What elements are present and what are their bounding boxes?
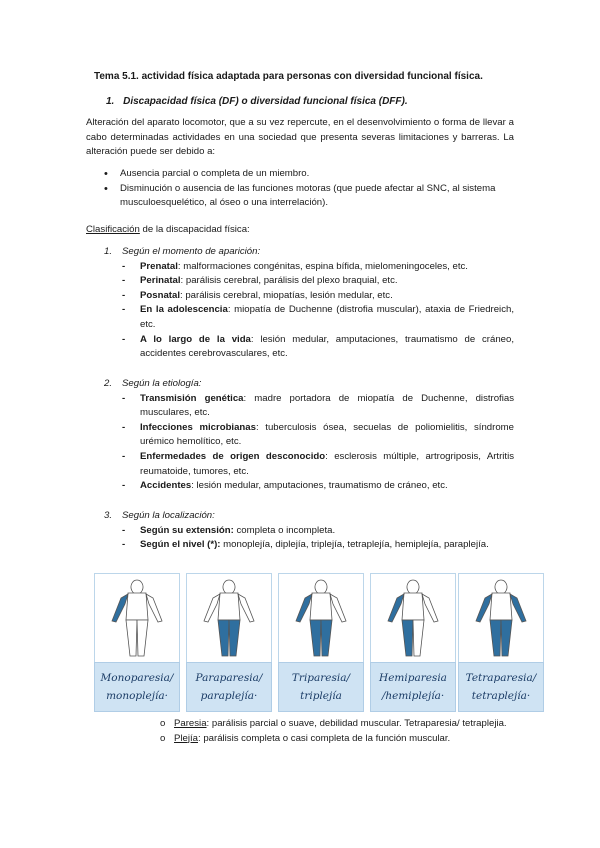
item-term: Según su extensión: (140, 524, 234, 536)
definition-text: : parálisis parcial o suave, debilidad muscular. Tetraparesia/ tetraplejia. (206, 718, 507, 729)
body-part-lleg (501, 620, 512, 656)
item-text: : lesión medular, amputaciones, traumatismo de cráneo, etc. (191, 480, 448, 492)
body-diagram-paraplegia (187, 574, 271, 662)
list-item: - Según el nivel (*): monoplejía, diplejía, triplejía, tetraplejía, hemiplejía, paraplejía. (122, 539, 489, 551)
classification-section-2 (104, 377, 514, 494)
item-text: : esclerosis múltiple, artrogriposis, Artritis reumatoide, tumores, etc. (140, 450, 514, 477)
body-part-rleg (490, 620, 501, 656)
body-part-torso (310, 593, 332, 620)
figure-panel-monoplegia (94, 573, 180, 663)
item-text: : parálisis cerebral, parálisis del plexo braquial, etc. (180, 275, 398, 287)
body-part-rarm (204, 594, 220, 622)
item-term: Transmisión genética (140, 392, 244, 404)
item-term: A lo largo de la vida (140, 333, 251, 345)
section-heading (104, 509, 514, 524)
body-diagram-monoplegia (95, 574, 179, 662)
section-heading-number: 1. (106, 96, 115, 107)
figure-label-triplegia (278, 662, 364, 712)
item-term: Accidentes (140, 480, 192, 492)
body-part-torso (490, 593, 512, 620)
figure-label-paraplegia (186, 662, 272, 712)
section-heading-text: Discapacidad física (DF) o diversidad funcional física (DFF). (123, 96, 408, 107)
label-line: triplejía (300, 690, 342, 702)
body-part-larm (146, 594, 162, 622)
list-item: - Posnatal: parálisis cerebral, miopatías, lesión medular, etc. (122, 289, 393, 301)
label-line: tetraplejía· (471, 690, 531, 702)
definition-item (160, 732, 516, 747)
body-part-rarm (388, 594, 404, 622)
figure-panel-triplegia (278, 573, 364, 663)
body-part-rarm (296, 594, 312, 622)
label-line: paraplejía· (200, 690, 258, 702)
body-part-head (407, 580, 419, 594)
body-part-larm (238, 594, 254, 622)
body-part-larm (422, 594, 438, 622)
classification-section-1 (104, 245, 514, 362)
list-item: - En la adolescencia: miopatía de Duchenne (distrofia muscular), ataxia de Friedreich, etc. (122, 304, 514, 330)
classification-heading (86, 223, 250, 238)
body-part-head (223, 580, 235, 594)
body-diagram-triplegia (279, 574, 363, 662)
definition-item (160, 717, 516, 732)
body-part-rleg (218, 620, 229, 656)
figure-panel-tetraplegia (458, 573, 544, 663)
definition-term: Plejía (174, 732, 198, 744)
figure-label-monoplegia (94, 662, 180, 712)
item-term: Enfermedades de origen desconocido (140, 450, 326, 462)
body-part-torso (126, 593, 148, 620)
body-part-rleg (402, 620, 413, 656)
list-item: - Perinatal: parálisis cerebral, parálisis del plexo braquial, etc. (122, 275, 398, 287)
definition-text: : parálisis completa o casi completa de la función muscular. (198, 732, 451, 744)
page-title: Tema 5.1. actividad física adaptada para personas con diversidad funcional física. (94, 71, 483, 82)
list-item: - Transmisión genética: madre portadora de miopatía de Duchenne, distrofias musculares, etc. (122, 392, 514, 419)
body-diagram-hemiplegia (371, 574, 455, 662)
item-term: En la adolescencia (140, 304, 228, 316)
figure-panel-paraplegia (186, 573, 272, 663)
section-title: Según el momento de aparición: (122, 246, 261, 257)
list-item: - Prenatal: malformaciones congénitas, espina bífida, mielomeningoceles, etc. (122, 260, 468, 272)
section-heading (104, 377, 514, 392)
item-text: : miopatía de Duchenne (distrofia muscular), ataxia de Friedreich, etc. (140, 304, 514, 330)
definition-term: Paresia (174, 718, 207, 729)
item-term: Infecciones microbianas (140, 421, 256, 433)
body-part-rleg (310, 620, 321, 656)
body-part-head (495, 580, 507, 594)
item-text: completa o incompleta. (233, 524, 336, 536)
item-term: Según el nivel (*): (140, 539, 221, 551)
label-line: Tetraparesia/ (465, 672, 537, 684)
list-item: - Accidentes: lesión medular, amputaciones, traumatismo de cráneo, etc. (122, 480, 448, 492)
item-text: : lesión medular, amputaciones, traumatismo de cráneo, accidentes cerebrovasculares, etc. (140, 333, 514, 360)
section-heading (104, 245, 514, 260)
section-title: Según la localización: (122, 510, 215, 521)
list-item: - Enfermedades de origen desconocido: esclerosis múltiple, artrogriposis, Artritis reumatoide, tumores, etc. (122, 450, 514, 477)
classification-rest: de la discapacidad física: (139, 224, 250, 235)
cause-list (104, 167, 514, 211)
figure-panel-hemiplegia (370, 573, 456, 663)
list-item: - Infecciones microbianas: tuberculosis ósea, secuelas de poliomielitis, síndrome urémico hemolítico, etc. (122, 421, 514, 448)
label-line: Triparesia/ (291, 672, 351, 684)
definitions-list (160, 717, 516, 746)
item-text: : tuberculosis ósea, secuelas de poliomielitis, síndrome urémico hemolítico, etc. (140, 421, 514, 448)
figure-label-tetraplegia (458, 662, 544, 712)
item-term: Perinatal (140, 275, 181, 287)
body-part-larm (510, 594, 526, 622)
label-line: /hemiplejía· (381, 690, 445, 702)
section-number: 1. (104, 246, 113, 257)
item-text: : madre portadora de miopatía de Duchenne, distrofias musculares, etc. (140, 392, 514, 419)
body-part-torso (218, 593, 240, 620)
label-line: monoplejía· (106, 690, 168, 702)
list-item: - Según su extensión: completa o incompleta. (122, 524, 336, 536)
body-part-head (131, 580, 143, 594)
item-text: : parálisis cerebral, miopatías, lesión medular, etc. (180, 289, 393, 301)
section-number: 3. (104, 510, 113, 521)
body-diagram-tetraplegia (459, 574, 543, 662)
classification-section-3 (104, 509, 514, 553)
figure-label-hemiplegia (370, 662, 456, 712)
intro-paragraph: Alteración del aparato locomotor, que a su vez repercute, en el desenvolvimiento o forma de llevar a cabo determinadas actividades en una sociedad que presenta severas limitaciones y barreras. La alteración puede ser debido a: (86, 117, 514, 158)
section-number: 2. (104, 378, 113, 389)
body-part-larm (330, 594, 346, 622)
body-part-lleg (137, 620, 148, 656)
body-part-rarm (476, 594, 492, 622)
body-part-lleg (321, 620, 332, 656)
item-text: : malformaciones congénitas, espina bífida, mielomeningoceles, etc. (177, 260, 468, 272)
classification-label: Clasificación (86, 224, 140, 235)
body-part-lleg (229, 620, 240, 656)
body-part-head (315, 580, 327, 594)
body-part-lleg (413, 620, 424, 656)
item-text: monoplejía, diplejía, triplejía, tetraplejía, hemiplejía, paraplejía. (220, 539, 489, 551)
section-heading (106, 95, 408, 110)
cause-item: • Disminución o ausencia de las funciones motoras (que puede afectar al SNC, al sistema musculoesquelético, al óseo o una interrelación). (104, 182, 514, 211)
label-line: Monoparesia/ (100, 672, 174, 684)
item-term: Posnatal (140, 289, 180, 301)
body-part-rarm (112, 594, 128, 622)
body-part-torso (402, 593, 424, 620)
section-title: Según la etiología: (122, 378, 202, 389)
item-term: Prenatal (140, 260, 178, 272)
label-line: Paraparesia/ (195, 672, 263, 684)
cause-item: • Ausencia parcial o completa de un miembro. (104, 167, 514, 182)
label-line: Hemiparesia (379, 672, 447, 684)
list-item: - A lo largo de la vida: lesión medular, amputaciones, traumatismo de cráneo, accidentes cerebrovasculares, etc. (122, 333, 514, 360)
body-part-rleg (126, 620, 137, 656)
